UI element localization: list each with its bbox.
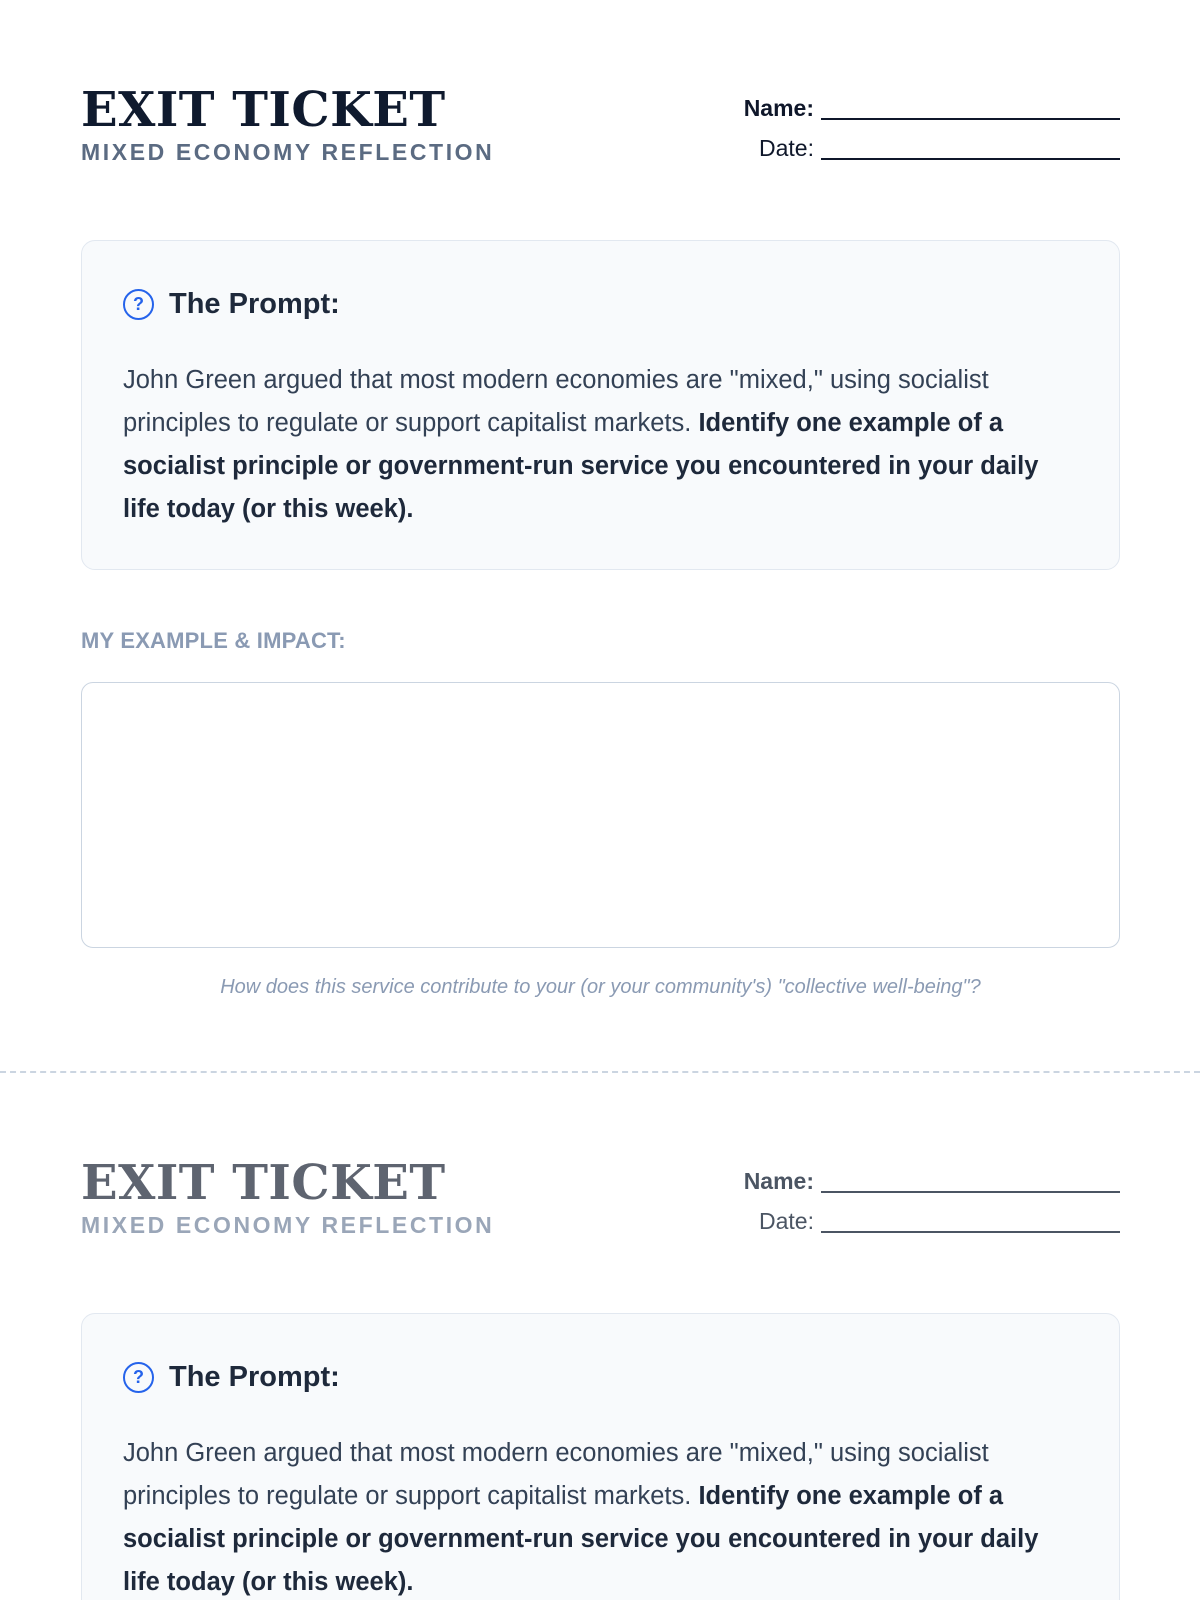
name-field[interactable] <box>744 1155 1120 1195</box>
ticket-title: EXIT TICKET <box>81 82 446 138</box>
ticket-subtitle: MIXED ECONOMY REFLECTION <box>81 139 495 165</box>
prompt-emphasis: Identify one example of a socialist principle or government-run service you encountered in your daily life today (or this week). <box>123 409 1039 523</box>
ticket-subtitle: MIXED ECONOMY REFLECTION <box>81 1212 495 1238</box>
name-label: Name: <box>743 95 814 121</box>
name-label: Name: <box>743 1168 814 1194</box>
date-field[interactable] <box>744 1195 1120 1235</box>
prompt-text <box>123 1432 1079 1600</box>
prompt-body: John Green argued that most modern economies are "mixed," using socialist principles to regulate or support capitalist markets. <box>123 1439 989 1510</box>
prompt-body: John Green argued that most modern economies are "mixed," using socialist principles to regulate or support capitalist markets. <box>123 366 989 437</box>
ticket-header <box>81 1155 1120 1255</box>
answer-box[interactable] <box>81 682 1120 948</box>
answer-hint: How does this service contribute to your (or your community's) "collective well-being"? <box>220 976 981 998</box>
answer-section-label: MY EXAMPLE & IMPACT: <box>81 628 346 653</box>
exit-ticket-1 <box>81 82 1120 999</box>
prompt-title: The Prompt: <box>169 1360 340 1393</box>
prompt-title: The Prompt: <box>169 287 340 320</box>
student-fields <box>744 82 1120 162</box>
ticket-title: EXIT TICKET <box>81 1155 446 1211</box>
student-fields <box>744 1155 1120 1235</box>
cut-line-divider <box>0 1071 1200 1073</box>
prompt-heading <box>123 287 1079 321</box>
date-line[interactable] <box>821 1213 1120 1233</box>
prompt-card <box>81 1313 1120 1600</box>
name-field[interactable] <box>744 82 1120 122</box>
name-line[interactable] <box>821 100 1120 120</box>
ticket-header <box>81 82 1120 182</box>
name-line[interactable] <box>821 1173 1120 1193</box>
question-circle-icon: ? <box>123 1362 154 1393</box>
question-circle-icon: ? <box>123 289 154 320</box>
date-label: Date: <box>759 135 814 161</box>
prompt-emphasis: Identify one example of a socialist principle or government-run service you encountered in your daily life today (or this week). <box>123 1482 1039 1596</box>
prompt-heading <box>123 1360 1079 1394</box>
exit-ticket-2 <box>81 1155 1120 1600</box>
date-line[interactable] <box>821 140 1120 160</box>
prompt-text <box>123 359 1079 531</box>
date-label: Date: <box>759 1208 814 1234</box>
prompt-card <box>81 240 1120 570</box>
date-field[interactable] <box>744 122 1120 162</box>
